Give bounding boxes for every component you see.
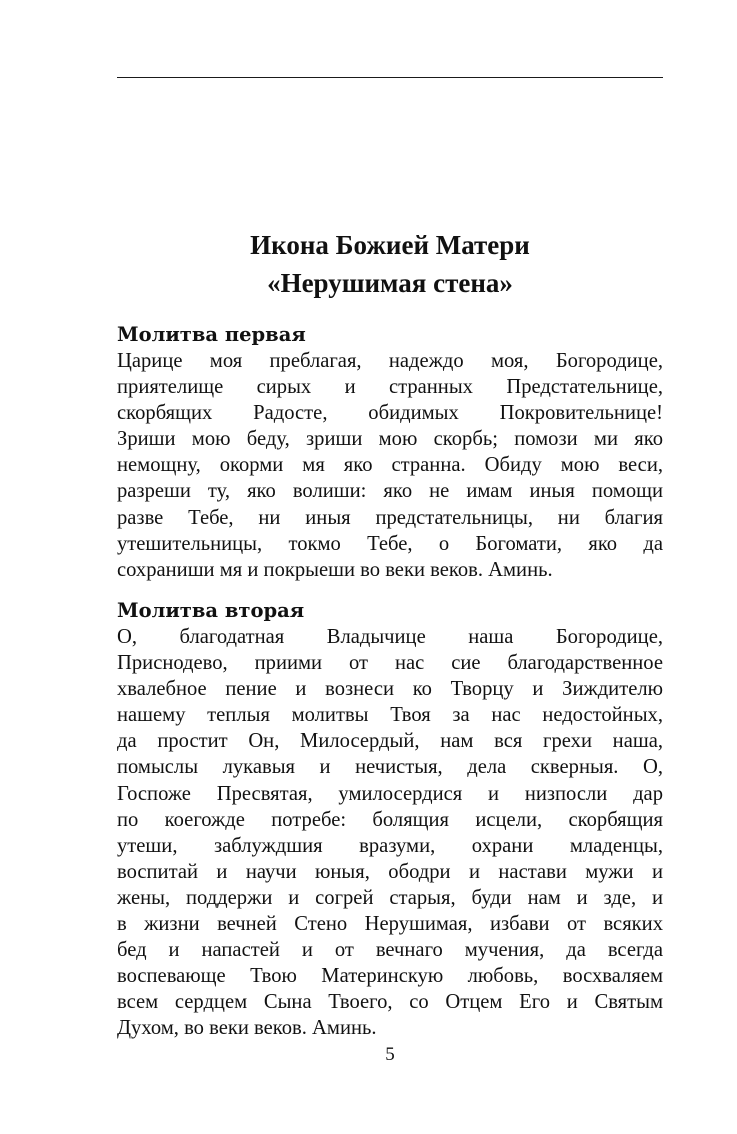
text-line: в жизни вечней Стено Нерушимая, избави от всяких [117, 913, 663, 936]
text-line: воспитай и научи юныя, ободри и настави мужи и [117, 860, 663, 883]
section-body [117, 624, 663, 1042]
text-line: Госпоже Пресвятая, умилосердися и низпосли дар [117, 782, 663, 805]
text-line: всем сердцем Сына Твоего, со Отцем Его и Святым [117, 991, 663, 1014]
text-line: жены, поддержи и согрей старыя, буди нам и зде, и [117, 886, 663, 909]
text-line: приятелище сирых и странных Предстательнице, [117, 376, 663, 399]
text-line: Духом, во веки веков. Аминь. [117, 1017, 377, 1040]
section-heading: Молитва первая [117, 323, 306, 346]
text-line: разреши ту, яко волиши: яко не имам иныя помощи [117, 480, 663, 503]
text-line: Зриши мою беду, зриши мою скорбь; помози ми яко [117, 428, 663, 451]
title-line: «Нерушимая стена» [267, 268, 513, 298]
text-line: разве Тебе, ни иныя предстательницы, ни благия [117, 506, 663, 529]
prayer-section-first [117, 322, 663, 583]
text-line: утешительницы, токмо Тебе, о Богомати, яко да [117, 532, 663, 555]
text-line: помыслы лукавыя и нечистыя, дела скверныя. О, [117, 756, 663, 779]
page-title [117, 226, 663, 302]
text-line: воспевающе Твою Материнскую любовь, восхваляем [117, 965, 663, 988]
text-line: скорбящих Радосте, обидимых Покровительнице! [117, 402, 663, 425]
prayer-section-second [117, 598, 663, 1042]
text-line: немощну, окорми мя яко странна. Обиду мою веси, [117, 454, 663, 477]
text-line: Приснодево, приими от нас сие благодарственное [117, 652, 663, 675]
text-line: нашему теплыя молитвы Твоя за нас недостойных, [117, 704, 663, 727]
header-rule [117, 77, 663, 78]
text-line: утеши, заблуждшия вразуми, охрани младенцы, [117, 834, 663, 857]
text-line: хвалебное пение и вознеси ко Творцу и Зиждителю [117, 678, 663, 701]
section-body [117, 348, 663, 583]
title-line: Икона Божией Матери [250, 230, 530, 260]
text-line: Царице моя преблагая, надеждо моя, Богородице, [117, 350, 663, 372]
text-line: да простит Он, Милосердый, нам вся грехи наша, [117, 730, 663, 753]
text-line: по коегожде потребе: болящия исцели, скорбящия [117, 808, 663, 831]
section-heading: Молитва вторая [117, 599, 305, 622]
text-line: бед и напастей и от вечнаго мучения, да всегда [117, 939, 663, 962]
text-line: О, благодатная Владычице наша Богородице, [117, 626, 663, 648]
page-number: 5 [385, 1044, 395, 1065]
text-line: сохраниши мя и покрыеши во веки веков. Аминь. [117, 558, 553, 581]
